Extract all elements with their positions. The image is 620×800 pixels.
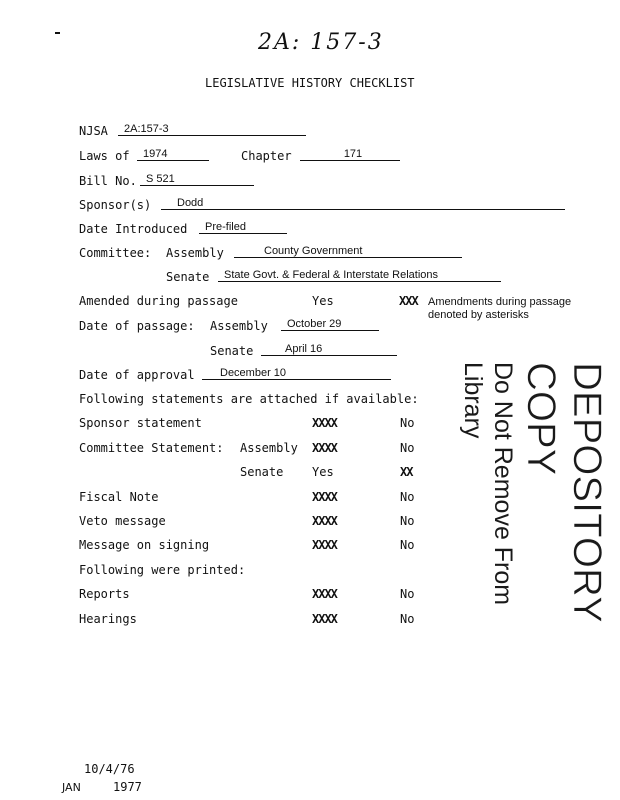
committee-statement-assembly-no: No: [400, 441, 415, 455]
sponsor-statement-label: Sponsor statement: [79, 416, 202, 430]
stray-mark: [55, 32, 60, 34]
depository-stamp: [459, 362, 610, 652]
footer-date: 10/4/76: [84, 762, 135, 776]
stamp-line-2: Do Not Remove From Library: [459, 362, 517, 606]
chapter-label: Chapter: [241, 149, 292, 163]
passage-label: Date of passage:: [79, 319, 195, 333]
committee-assembly-label: Assembly: [166, 246, 224, 260]
intro-value: Pre-filed: [199, 221, 287, 234]
committee-senate-label: Senate: [166, 270, 210, 284]
stamp-line-1: DEPOSITORY COPY: [519, 362, 609, 623]
passage-assembly-value: October 29: [281, 318, 379, 331]
reports-no: No: [400, 587, 415, 601]
amended-note-2: denoted by asterisks: [428, 309, 529, 321]
njsa-value: 2A:157-3: [118, 123, 306, 136]
sponsor-statement-yes-crossed: XXXX: [312, 416, 337, 430]
statements-heading: Following statements are attached if available:: [79, 392, 419, 406]
reports-yes-crossed: XXXX: [312, 587, 337, 601]
hearings-no: No: [400, 612, 415, 626]
printed-heading: Following were printed:: [79, 563, 246, 577]
approval-value: December 10: [202, 367, 391, 380]
signing-message-label: Message on signing: [79, 538, 210, 552]
fiscal-note-no: No: [400, 490, 415, 504]
hearings-yes-crossed: XXXX: [312, 612, 337, 626]
laws-value: 1974: [137, 148, 209, 161]
fiscal-note-yes-crossed: XXXX: [312, 490, 337, 504]
passage-senate-value: April 16: [261, 343, 397, 356]
bill-value: S 521: [140, 173, 254, 186]
signing-message-no: No: [400, 538, 415, 552]
sponsor-value: Dodd: [161, 197, 565, 210]
committee-statement-senate-label: Senate: [240, 465, 284, 479]
committee-statement-senate-no-crossed: XX: [400, 465, 413, 479]
passage-assembly-label: Assembly: [210, 319, 268, 333]
sponsor-label: Sponsor(s): [79, 198, 152, 212]
chapter-value: 171: [300, 148, 400, 161]
hearings-label: Hearings: [79, 612, 137, 626]
received-stamp-month: JAN: [62, 781, 81, 794]
njsa-label: NJSA: [79, 124, 108, 138]
laws-label: Laws of: [79, 149, 130, 163]
committee-statement-assembly-yes-crossed: XXXX: [312, 441, 337, 455]
committee-senate-value: State Govt. & Federal & Interstate Relations: [218, 269, 501, 282]
veto-message-yes-crossed: XXXX: [312, 514, 337, 528]
amended-label: Amended during passage: [79, 294, 238, 308]
veto-message-no: No: [400, 514, 415, 528]
fiscal-note-label: Fiscal Note: [79, 490, 159, 504]
amended-yes: Yes: [312, 294, 334, 308]
reports-label: Reports: [79, 587, 130, 601]
committee-label: Committee:: [79, 246, 152, 260]
received-stamp-year: 1977: [113, 780, 142, 794]
committee-statement-assembly-label: Assembly: [240, 441, 298, 455]
intro-label: Date Introduced: [79, 222, 188, 236]
veto-message-label: Veto message: [79, 514, 166, 528]
page-title: LEGISLATIVE HISTORY CHECKLIST: [205, 76, 415, 90]
sponsor-statement-no: No: [400, 416, 415, 430]
amended-note-1: Amendments during passage: [428, 296, 572, 308]
committee-statement-label: Committee Statement:: [79, 441, 224, 455]
bill-label: Bill No.: [79, 174, 137, 188]
committee-statement-senate-yes: Yes: [312, 465, 334, 479]
approval-label: Date of approval: [79, 368, 195, 382]
signing-message-yes-crossed: XXXX: [312, 538, 337, 552]
amended-no-crossed: XXX: [399, 294, 418, 308]
committee-assembly-value: County Government: [234, 245, 462, 258]
handwritten-citation: 2A: 157-3: [258, 30, 384, 55]
passage-senate-label: Senate: [210, 344, 254, 358]
